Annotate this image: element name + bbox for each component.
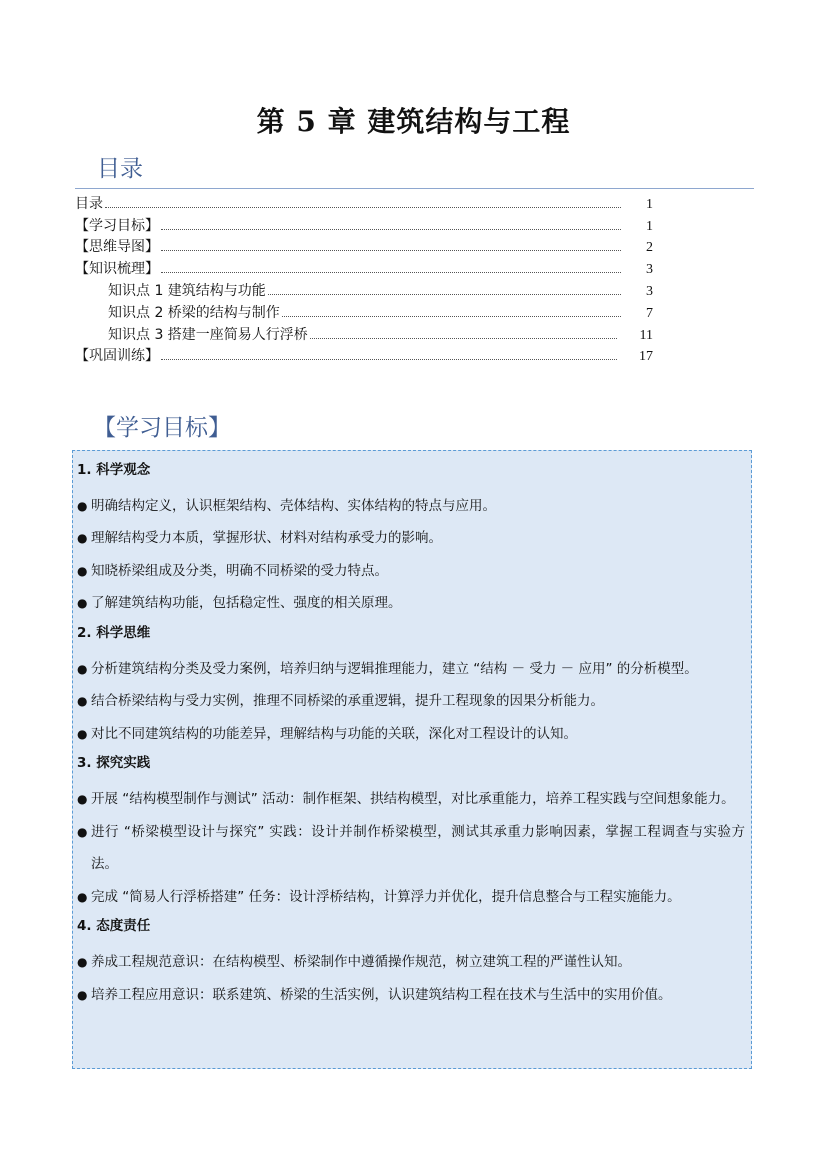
goal-item-text: 知晓桥梁组成及分类，明确不同桥梁的受力特点。 <box>91 562 388 579</box>
toc-leader <box>161 229 621 230</box>
goal-item <box>77 783 745 816</box>
toc-entry-label: 【知识梳理】 <box>75 261 159 278</box>
toc-entry[interactable] <box>75 235 665 257</box>
toc-entry-page: 1 <box>646 196 653 212</box>
chapter-title: 第 5 章 建筑结构与工程 <box>256 105 571 138</box>
goal-item <box>77 555 745 588</box>
bullet-icon: ● <box>77 531 88 546</box>
bullet-icon: ● <box>77 596 88 611</box>
toc-subentry[interactable] <box>75 322 665 344</box>
toc-entry[interactable] <box>75 213 665 235</box>
bullet-icon: ● <box>77 889 88 904</box>
toc-entry-page: 3 <box>646 283 653 299</box>
goal-item-text: 进行 “桥梁模型设计与探究” 实践：设计并制作桥梁模型，测试其承重力影响因素，掌握工程调查与实验方法。 <box>91 823 745 873</box>
toc-leader <box>310 338 617 339</box>
toc-entry-label: 知识点 1 建筑结构与功能 <box>108 282 266 299</box>
learning-goals-content <box>77 457 745 1011</box>
goal-item <box>77 490 745 523</box>
goal-item <box>77 685 745 718</box>
toc-entry-page: 3 <box>646 262 653 278</box>
bullet-icon: ● <box>77 498 88 513</box>
toc-entry[interactable] <box>75 256 665 278</box>
table-of-contents <box>75 191 665 365</box>
bullet-icon: ● <box>77 987 88 1002</box>
toc-leader <box>161 272 621 273</box>
toc-entry-page: 7 <box>646 305 653 321</box>
goal-item-text: 分析建筑结构分类及受力案例，培养归纳与逻辑推理能力，建立 “结构 － 受力 － 应用” 的分析模型。 <box>91 660 698 677</box>
goal-item <box>77 718 745 751</box>
goal-item <box>77 522 745 555</box>
bullet-icon: ● <box>77 824 88 839</box>
learning-goals-heading: 【学习目标】 <box>93 415 231 441</box>
learning-goals-box <box>72 450 752 1069</box>
toc-leader <box>105 207 621 208</box>
toc-leader <box>282 316 621 317</box>
bullet-icon: ● <box>77 954 88 969</box>
toc-entry-label: 知识点 3 搭建一座简易人行浮桥 <box>108 326 308 343</box>
toc-leader <box>161 359 617 360</box>
goal-item-text: 完成 “简易人行浮桥搭建” 任务：设计浮桥结构，计算浮力并优化，提升信息整合与工程实施能力。 <box>91 888 681 905</box>
goal-item <box>77 587 745 620</box>
toc-entry-page: 17 <box>639 349 653 365</box>
goal-item <box>77 816 745 881</box>
goal-item-text: 了解建筑结构功能，包括稳定性、强度的相关原理。 <box>91 595 402 612</box>
goal-item-text: 理解结构受力本质，掌握形状、材料对结构承受力的影响。 <box>91 530 442 547</box>
goal-category-title: 3. 探究实践 <box>77 755 151 772</box>
toc-entry-label: 【巩固训练】 <box>75 348 159 365</box>
toc-leader <box>268 294 621 295</box>
toc-entry-label: 【学习目标】 <box>75 217 159 234</box>
goal-item-text: 对比不同建筑结构的功能差异，理解结构与功能的关联，深化对工程设计的认知。 <box>91 725 577 742</box>
toc-heading: 目录 <box>97 156 143 182</box>
goal-item-text: 开展 “结构模型制作与测试” 活动：制作框架、拱结构模型，对比承重能力，培养工程实践与空间想象能力。 <box>91 790 735 807</box>
toc-subentry[interactable] <box>75 278 665 300</box>
toc-subentry[interactable] <box>75 300 665 322</box>
goal-item <box>77 979 745 1012</box>
goal-item-text: 明确结构定义，认识框架结构、壳体结构、实体结构的特点与应用。 <box>91 497 496 514</box>
toc-entry-page: 2 <box>646 240 653 256</box>
goal-item-text: 养成工程规范意识：在结构模型、桥梁制作中遵循操作规范，树立建筑工程的严谨性认知。 <box>91 953 631 970</box>
toc-entry-label: 【思维导图】 <box>75 239 159 256</box>
goal-category-title: 1. 科学观念 <box>77 462 151 478</box>
goal-category-title: 4. 态度责任 <box>77 918 151 935</box>
bullet-icon: ● <box>77 791 88 806</box>
bullet-icon: ● <box>77 563 88 578</box>
toc-entry-label: 目录 <box>75 195 103 212</box>
goal-item <box>77 946 745 979</box>
bullet-icon: ● <box>77 726 88 741</box>
toc-entry-page: 1 <box>646 218 653 234</box>
toc-entry[interactable] <box>75 344 665 366</box>
goal-category-title: 2. 科学思维 <box>77 624 151 641</box>
toc-entry-page: 11 <box>639 327 653 343</box>
toc-divider <box>75 188 754 189</box>
goal-item-text: 培养工程应用意识：联系建筑、桥梁的生活实例，认识建筑结构工程在技术与生活中的实用价值。 <box>91 986 672 1003</box>
toc-entry[interactable] <box>75 191 665 213</box>
goal-item <box>77 881 745 914</box>
toc-entry-label: 知识点 2 桥梁的结构与制作 <box>108 304 280 321</box>
bullet-icon: ● <box>77 661 88 676</box>
toc-leader <box>161 250 621 251</box>
bullet-icon: ● <box>77 694 88 709</box>
goal-item <box>77 653 745 686</box>
goal-item-text: 结合桥梁结构与受力实例，推理不同桥梁的承重逻辑，提升工程现象的因果分析能力。 <box>91 693 604 710</box>
